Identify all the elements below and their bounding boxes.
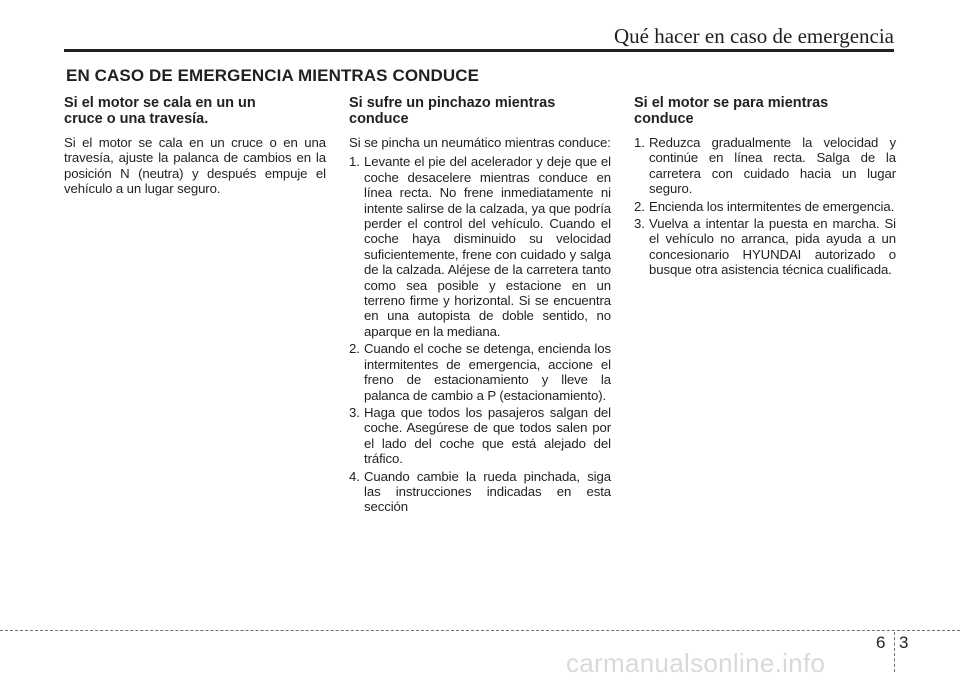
step-text: Levante el pie del acelerador y deje que el coche desacelere mientras conduce en línea recta. No frene inmediatamente ni intente salirse de la calzada, ya que podría perder el control del vehículo. Cuando el coche haya disminuido su velocidad suficientemente, frene con cuidado y salga de la calzada. Aléjese de la carretera tanto como sea posible y estacione en un terreno firme y horizontal. Si se encuentra en una autopista de doble sentido, no aparque en la mediana. (364, 154, 611, 339)
step-text: Encienda los intermitentes de emergencia. (649, 198, 895, 214)
list-item (349, 469, 611, 515)
column-heading (64, 95, 326, 127)
list-item (349, 405, 611, 467)
footer-rule (0, 630, 960, 631)
heading-line: Si sufre un pinchazo mientras (349, 95, 556, 111)
chapter-number: 6 (876, 633, 886, 652)
body-paragraph: Si el motor se cala en un cruce o en una travesía, ajuste la palanca de cambios en la posición N (neutra) y después empuje el vehículo a un lugar seguro. (64, 135, 326, 197)
heading-line: Si el motor se cala en un un (64, 95, 256, 111)
list-item (634, 216, 896, 278)
column-engine-stops (634, 95, 896, 280)
step-text: Cuando el coche se detenga, encienda los intermitentes de emergencia, accione el freno de estacionamiento y lleve la palanca de cambio a P (estacionamiento). (364, 341, 611, 403)
steps-list (634, 135, 896, 278)
column-heading (349, 95, 611, 127)
page-number: 3 (899, 633, 909, 652)
list-item (349, 154, 611, 339)
step-text: Vuelva a intentar la puesta en marcha. Si el vehículo no arranca, pida ayuda a un concesionario HYUNDAI autorizado o busque otra asistencia técnica cualificada. (649, 216, 896, 278)
heading-line: Si el motor se para mientras (634, 95, 829, 111)
step-text: Cuando cambie la rueda pinchada, siga las instrucciones indicadas en esta sección (364, 468, 611, 515)
column-engine-stall-crossing (64, 95, 326, 197)
step-text: Reduzca gradualmente la velocidad y continúe en línea recta. Salga de la carretera con cuidado hacia un lugar seguro. (649, 135, 896, 197)
step-number: 1. (634, 135, 645, 150)
section-title: EN CASO DE EMERGENCIA MIENTRAS CONDUCE (66, 66, 480, 85)
step-number: 4. (349, 468, 360, 484)
header-rule (64, 49, 894, 52)
step-number: 2. (349, 341, 360, 357)
list-item (634, 199, 896, 214)
column-heading (634, 95, 896, 127)
intro-paragraph: Si se pincha un neumático mientras conduce: (349, 135, 611, 150)
step-number: 3. (634, 216, 645, 232)
list-item (349, 341, 611, 403)
step-number: 2. (634, 198, 645, 214)
page-number-separator (894, 632, 895, 672)
step-number: 3. (349, 404, 360, 420)
step-text: Haga que todos los pasajeros salgan del coche. Asegúrese de que todos salen por el lado del coche que está alejado del tráfico. (364, 404, 611, 467)
step-number: 1. (349, 154, 360, 170)
running-header-title: Qué hacer en caso de emergencia (613, 24, 894, 48)
heading-line: cruce o una travesía. (64, 111, 209, 127)
list-item (634, 135, 896, 197)
steps-list (349, 154, 611, 514)
watermark: carmanualsonline.info (566, 648, 826, 678)
column-flat-tire (349, 95, 611, 517)
heading-line: conduce (634, 111, 694, 127)
heading-line: conduce (349, 111, 409, 127)
